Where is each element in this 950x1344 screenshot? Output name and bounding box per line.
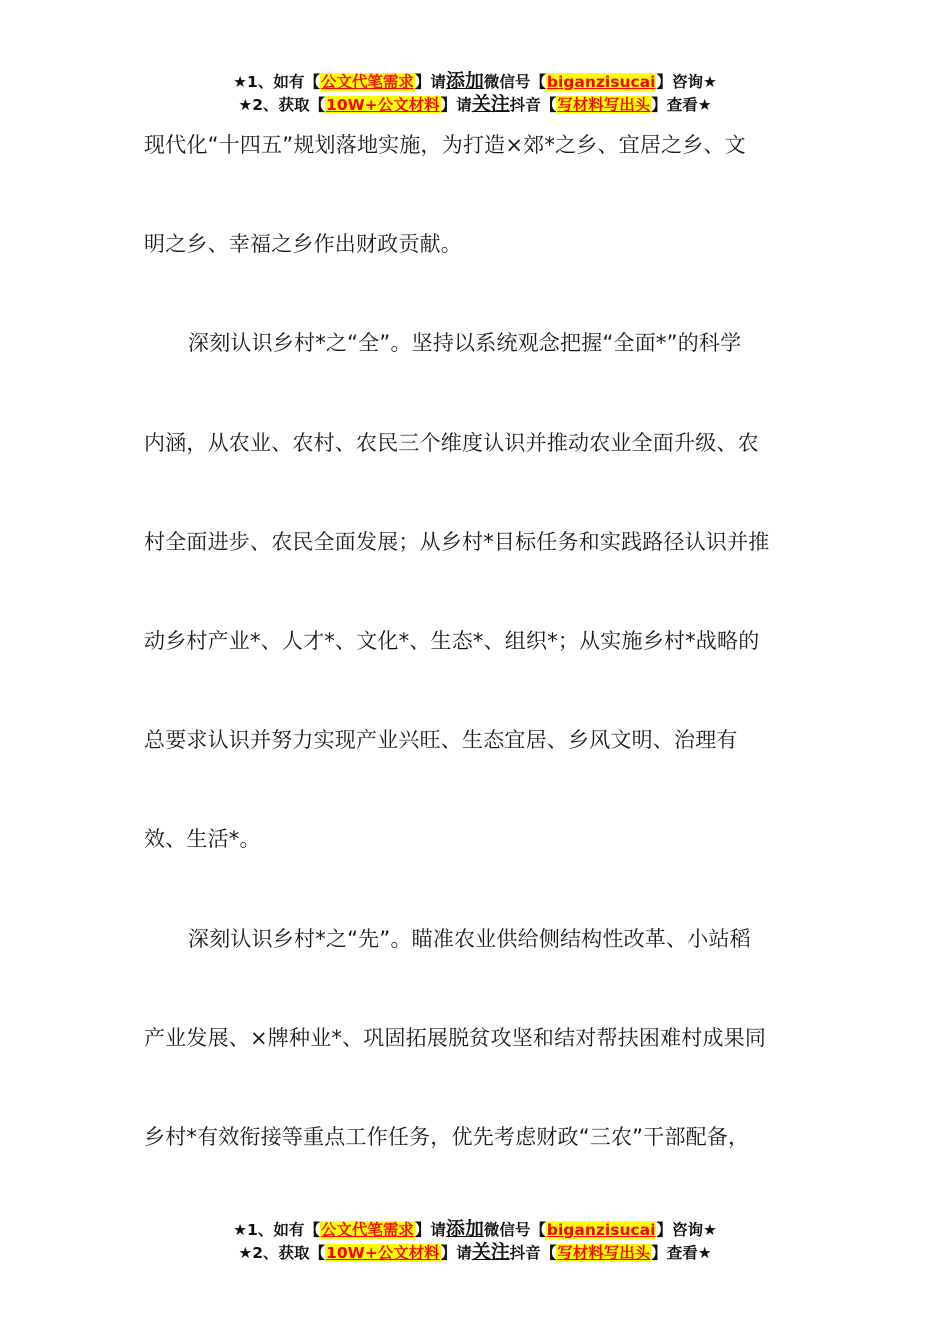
highlight-service: 公文代笔需求	[320, 73, 414, 91]
banner-line-1	[0, 70, 950, 93]
banner-text: 抖音【	[509, 1244, 557, 1262]
emphasis-add: 添加	[445, 1218, 484, 1240]
banner-text: ★1、如有【	[233, 1221, 320, 1239]
body-line: 动乡村产业*、人才*、文化*、生态*、组织*；从实施乡村*战略的	[144, 628, 760, 653]
body-line: 现代化“十四五”规划落地实施，为打造×郊*之乡、宜居之乡、文	[144, 133, 746, 157]
banner-text: 】查看★	[651, 96, 712, 114]
banner-text: ★2、获取【	[238, 96, 326, 114]
banner-text: 】请	[414, 73, 446, 91]
banner-text: ★2、获取【	[238, 1244, 326, 1262]
emphasis-follow: 关注	[471, 1241, 510, 1263]
emphasis-add: 添加	[445, 70, 484, 92]
banner-text: 】查看★	[651, 1244, 712, 1262]
highlight-wechat-id: biganzisucai	[546, 73, 656, 91]
document-body	[144, 128, 809, 1219]
banner-text: 微信号【	[483, 73, 546, 91]
highlight-douyin-account: 写材料写出头	[557, 96, 651, 114]
banner-text: 】咨询★	[656, 1221, 717, 1239]
emphasis-follow: 关注	[471, 93, 510, 115]
banner-text: 】咨询★	[656, 73, 717, 91]
body-line: 效、生活*。	[144, 827, 261, 852]
body-line: 村全面进步、农民全面发展；从乡村*目标任务和实践路径认识并推	[144, 529, 770, 554]
body-line: 总要求认识并努力实现产业兴旺、生态宜居、乡风文明、治理有	[144, 728, 738, 753]
highlight-materials: 10W+公文材料	[326, 1244, 440, 1262]
highlight-service: 公文代笔需求	[320, 1221, 414, 1239]
banner-text: 】请	[440, 1244, 472, 1262]
body-line: 深刻认识乡村*之“全”。坚持以系统观念把握“全面*”的科学	[188, 331, 742, 356]
banner-text: 微信号【	[483, 1221, 546, 1239]
body-line: 内涵，从农业、农村、农民三个维度认识并推动农业全面升级、农	[144, 430, 759, 455]
banner-text: ★1、如有【	[233, 73, 320, 91]
banner-text: 】请	[440, 96, 472, 114]
highlight-douyin-account: 写材料写出头	[557, 1244, 651, 1262]
banner-line-1	[0, 1218, 950, 1241]
banner-line-2	[0, 1241, 950, 1264]
banner-text: 抖音【	[509, 96, 557, 114]
body-line: 乡村*有效衔接等重点工作任务，优先考虑财政“三农”干部配备，	[144, 1124, 750, 1149]
body-line: 产业发展、×牌种业*、巩固拓展脱贫攻坚和结对帮扶困难村成果同	[144, 1025, 767, 1050]
body-line: 明之乡、幸福之乡作出财政贡献。	[144, 232, 462, 257]
header-banner	[0, 70, 950, 116]
highlight-materials: 10W+公文材料	[326, 96, 440, 114]
highlight-wechat-id: biganzisucai	[546, 1221, 656, 1239]
banner-line-2	[0, 93, 950, 116]
banner-text: 】请	[414, 1221, 446, 1239]
body-line: 深刻认识乡村*之“先”。瞄准农业供给侧结构性改革、小站稻	[188, 926, 751, 951]
footer-banner	[0, 1218, 950, 1264]
